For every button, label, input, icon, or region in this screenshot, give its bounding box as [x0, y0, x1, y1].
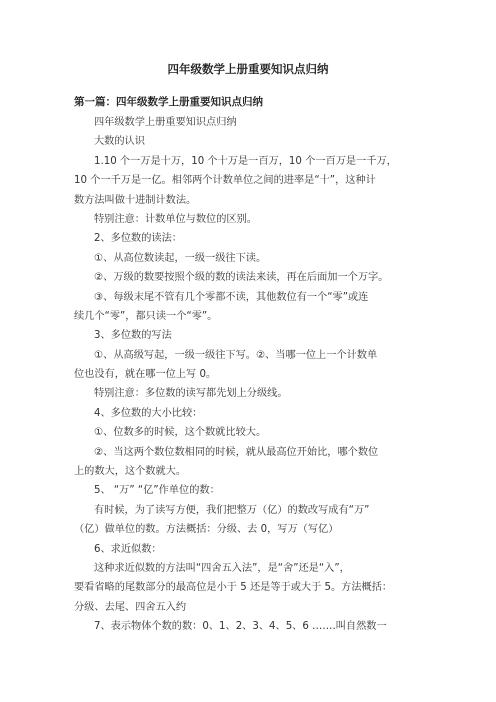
paragraph-line: ①、从高位数读起，一级一级往下读。 — [94, 252, 267, 264]
paragraph-line: ②、当这两个数位数相同的时候，就从最高位开始比，哪个数位 — [94, 446, 379, 458]
paragraph-line: 7、表示物体个数的数：0、1、2、3、4、5、6 …….叫自然数一 — [94, 621, 387, 633]
paragraph-line: 要看省略的尾数部分的最高位是小于 5 还是等于或大于 5。方法概括： — [74, 582, 393, 594]
paragraph-line: ①、从高级写起，一级一级往下写。②、当哪一位上一个计数单 — [94, 349, 378, 361]
paragraph-line: 2、多位数的读法： — [94, 233, 182, 245]
paragraph-line: 位也没有，就在哪一位上写 0。 — [74, 369, 217, 381]
document-body — [74, 113, 424, 637]
paragraph-line: 有时候，为了读写方便，我们把整万（亿）的数改写成有“万” — [94, 504, 370, 516]
paragraph-line: 特别注意：计数单位与数位的区别。 — [94, 213, 257, 225]
paragraph-line: 数方法叫做十进制计数法。 — [74, 194, 197, 206]
paragraph-line: 6、求近似数： — [94, 543, 162, 555]
paragraph-line: 续几个“零”，都只读一个“零”。 — [74, 310, 218, 322]
paragraph-line: 5、 “万” “亿”作单位的数： — [94, 485, 220, 497]
paragraph-line: 大数的认识 — [94, 136, 145, 148]
paragraph-line: 10 个一千万是一亿。相邻两个计数单位之间的进率是“十”，这种计 — [74, 175, 376, 187]
paragraph-line: ②、万级的数要按照个级的数的读法来读，再在后面加一个万字。 — [94, 272, 389, 284]
paragraph-line: ①、位数多的时候，这个数就比较大。 — [94, 427, 267, 439]
paragraph-line: 分级、去尾、四舍五入约 — [74, 601, 187, 613]
paragraph-line: 3、多位数的写法 — [94, 330, 172, 342]
paragraph-line: 1.10 个一万是十万，10 个十万是一百万，10 个一百万是一千万， — [94, 155, 397, 167]
paragraph-line: 四年级数学上册重要知识点归纳 — [94, 117, 237, 128]
section-heading: 第一篇：四年级数学上册重要知识点归纳 — [74, 96, 263, 108]
paragraph-line: 4、多位数的大小比较： — [94, 407, 203, 419]
paragraph-line: 上的数大，这个数就大。 — [74, 466, 187, 478]
paragraph-line: （亿）做单位的数。方法概括：分级、去 0，写万（写亿） — [74, 524, 339, 536]
document-title: 四年级数学上册重要知识点归纳 — [167, 62, 329, 76]
paragraph-line: 特别注意：多位数的读写都先划上分级线。 — [94, 388, 288, 400]
paragraph-line: ③、每级末尾不管有几个零都不读，其他数位有一个“零”或连 — [94, 291, 369, 303]
paragraph-line: 这种求近似数的方法叫“四舍五入法”，是“舍”还是“入”， — [94, 562, 350, 574]
